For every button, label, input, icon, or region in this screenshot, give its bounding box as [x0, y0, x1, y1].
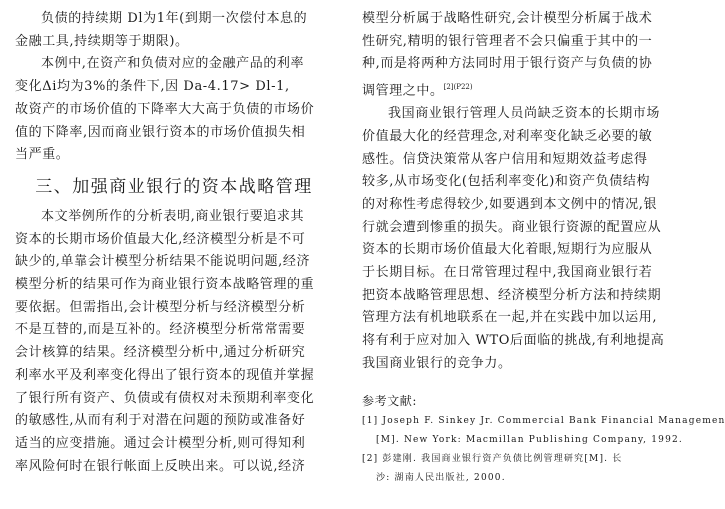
text-line: 的对称性考虑得较少,如要遇到本文例中的情况,银 — [362, 196, 658, 212]
right-column — [362, 8, 725, 488]
text-line: 本例中,在资产和负债对应的金融产品的利率 — [41, 56, 305, 72]
text-line: 管理方法有机地联系在一起,并在实践中加以运用, — [362, 310, 658, 326]
text-line: 变化Δi均为3%的条件下,因 Da-4.17> Dl-1, — [15, 79, 290, 95]
text-line: 适当的应变措施。通过会计模型分析,则可得知利 — [15, 435, 306, 451]
text-line: 将有利于应对加入 WTO后面临的挑战,有利地提高 — [362, 333, 665, 349]
text-line: 利率水平及利率变化得出了银行资本的现值并掌握 — [15, 367, 315, 383]
text-line: 的敏感性,从而有利于对潜在问题的预防或准备好 — [15, 413, 306, 429]
text-line: 调管理之中。 — [362, 83, 444, 99]
paragraph-example-analysis — [15, 53, 333, 167]
text-line: 于长期目标。在日常管理过程中,我国商业银行若 — [362, 265, 653, 281]
text-line: 率风险何时在银行帐面上反映出来。可以说,经济 — [15, 458, 306, 474]
text-line: 我国商业银行管理人员尚缺乏资本的长期市场 — [388, 106, 661, 122]
text-line: 故资产的市场价值的下降率大大高于负债的市场价 — [15, 101, 315, 117]
section-heading: 三、加强商业银行的资本战略管理 — [35, 176, 313, 197]
text-line: 值的下降率,因而商业银行资本的市场价值损失相 — [15, 124, 306, 140]
references-title: 参考文献: — [362, 393, 418, 408]
text-line: 会计核算的结果。经济模型分析中,通过分析研究 — [15, 345, 306, 361]
text-line: 了银行所有资产、负债或有债权对未预期利率变化 — [15, 390, 315, 406]
left-column — [15, 8, 333, 478]
text-line: 资本的长期市场价值最大化,经济模型分析是不可 — [15, 231, 306, 247]
text-line: 金融工具,持续期等于期限)。 — [15, 33, 189, 49]
text-line: 要依据。但需指出,会计模型分析与经济模型分析 — [15, 299, 306, 315]
reference-entry-continuation: 沙: 湖南人民出版社, 2000. — [376, 473, 506, 484]
text-line: 负债的持续期 Dl为1年(到期一次偿付本息的 — [41, 11, 308, 26]
paragraph-recommendations — [362, 103, 682, 375]
paragraph-duration-definition — [15, 8, 333, 53]
reference-entry-continuation: [M]. New York: Macmillan Publishing Company, 1992. — [376, 435, 683, 446]
text-line: 性研究,精明的银行管理者不会只偏重于其中的一 — [362, 33, 653, 49]
text-line: 缺少的,单靠会计模型分析结果不能说明问题,经济 — [15, 254, 311, 270]
citation-marker: [2](P22) — [443, 83, 473, 92]
reference-entry: [2] 彭建刚. 我国商业银行资产负债比例管理研究[M]. 长 — [362, 454, 623, 465]
text-line: 较多,从市场变化(包括利率变化)和资产负债结构 — [362, 174, 651, 190]
text-line: 当严重。 — [15, 147, 70, 163]
text-line: 把资本战略管理思想、经济模型分析方法和持续期 — [362, 287, 662, 303]
text-line: 感性。信贷決策常从客户信用和短期效益考虑得 — [362, 151, 648, 167]
text-line: 不是互替的,而是互补的。经济模型分析常常需要 — [15, 322, 306, 338]
text-line: 种,而是将两种方法同时用于银行资产与负债的协 — [362, 56, 653, 72]
text-line: 模型分析属于战略性研究,会计模型分析属于战术 — [362, 11, 653, 26]
reference-entry: [1] Joseph F. Sinkey Jr. Commercial Bank Financial Managemen — [362, 416, 725, 427]
text-line: 价值最大化的经营理念,对利率变化缺乏必要的敏 — [362, 128, 653, 144]
paragraph-strategy — [15, 206, 333, 478]
text-line: 我国商业银行的竞争力。 — [362, 355, 512, 371]
text-line: 模型分析的结果可作为商业银行资本战略管理的重 — [15, 277, 315, 293]
text-line: 行就会遭到惨重的损失。商业银行资源的配置应从 — [362, 219, 662, 235]
paragraph-continuation — [362, 8, 682, 103]
text-line: 本文举例所作的分析表明,商业银行要追求其 — [41, 208, 305, 224]
text-line: 资本的长期市场价值最大化着眼,短期行为应服从 — [362, 242, 653, 258]
